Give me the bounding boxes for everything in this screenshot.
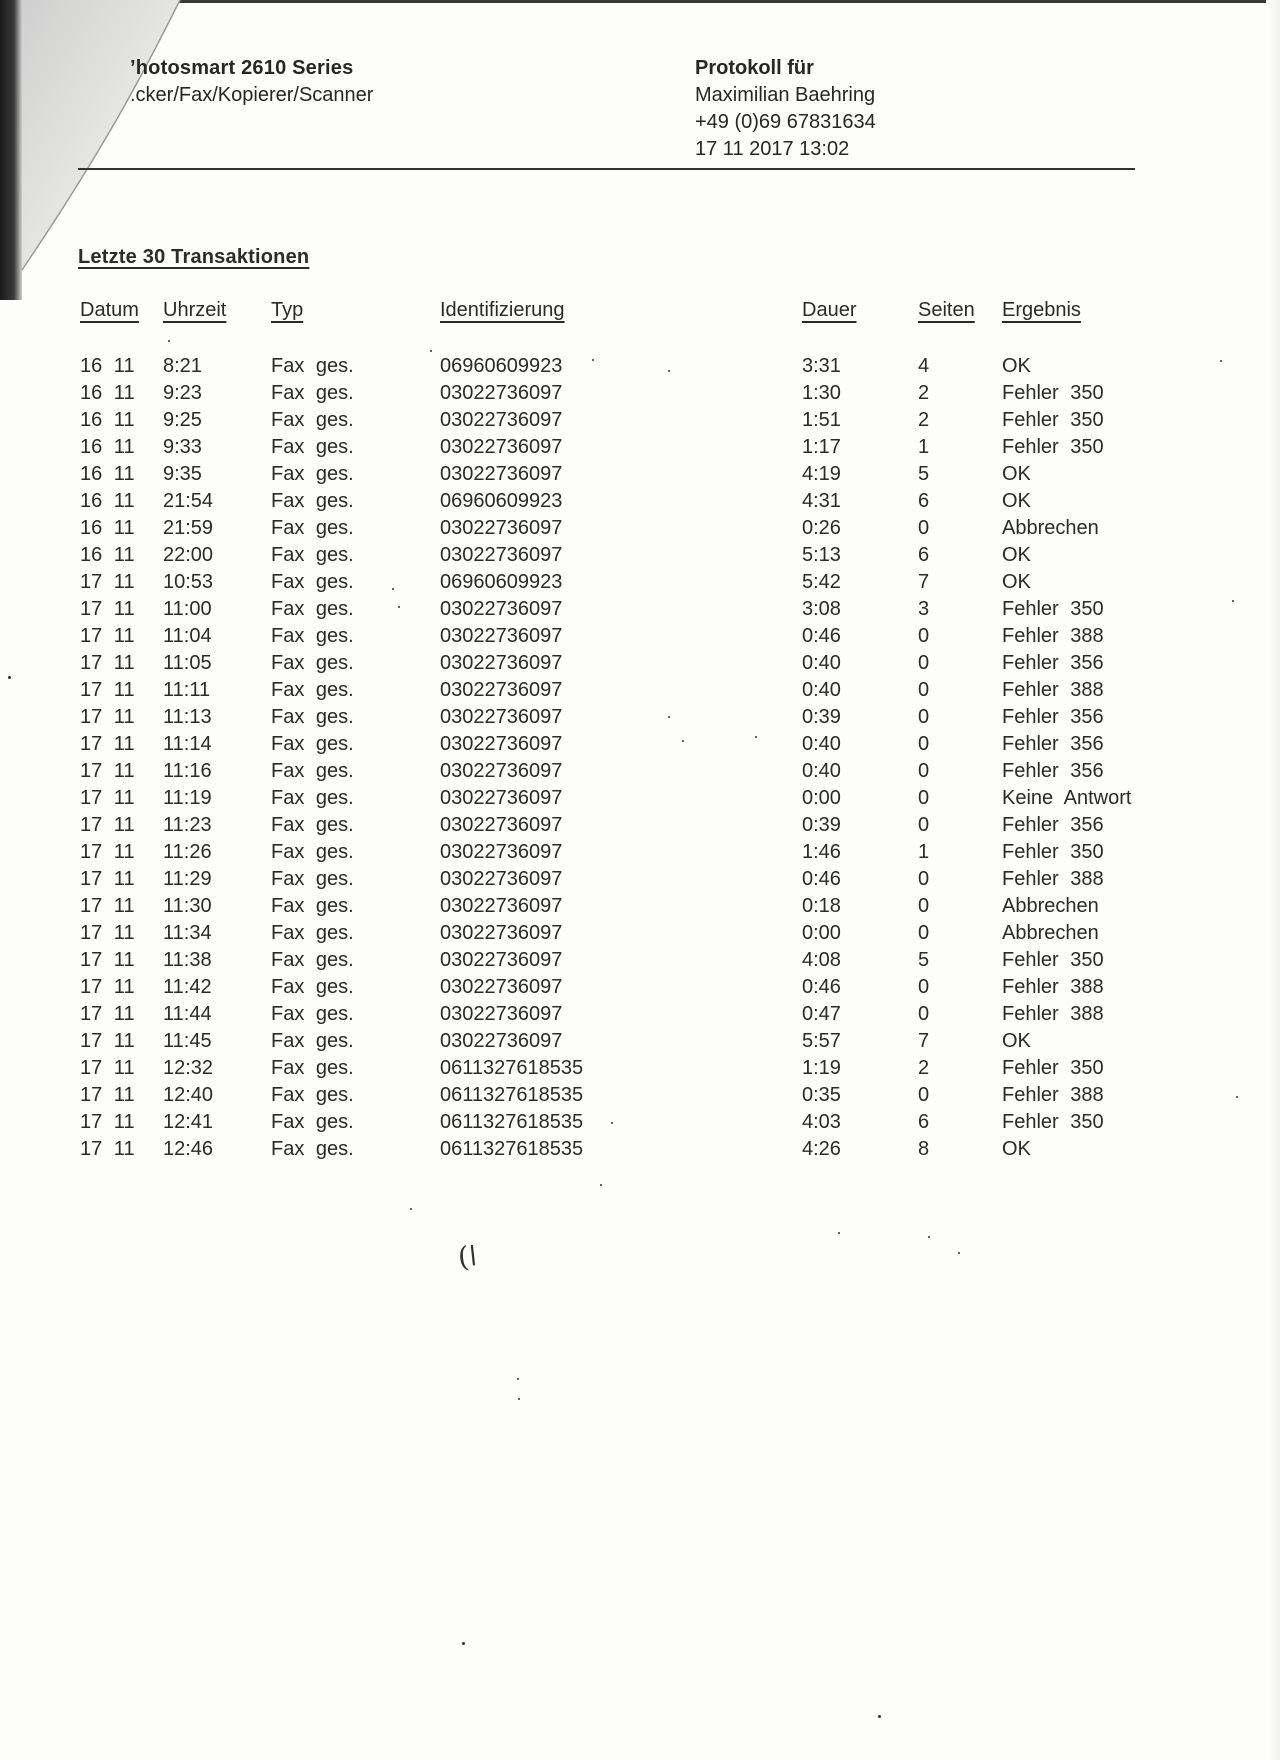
cell-seiten: 0 (918, 1003, 930, 1025)
cell-dauer: 0:40 (802, 733, 841, 755)
cell-typ: Fax ges. (271, 760, 354, 782)
cell-ergebnis: Abbrechen (1002, 895, 1099, 917)
cell-uhrzeit: 11:38 (163, 949, 212, 971)
cell-dauer: 0:40 (802, 679, 841, 701)
cell-datum: 17 11 (80, 1111, 135, 1133)
cell-dauer: 0:46 (802, 625, 841, 647)
cell-uhrzeit: 21:59 (163, 517, 214, 539)
cell-ergebnis: Fehler 350 (1002, 841, 1104, 863)
cell-dauer: 4:26 (802, 1138, 841, 1160)
cell-ergebnis: OK (1002, 1030, 1031, 1052)
column-header-typ: Typ (271, 299, 304, 321)
cell-identifizierung: 03022736097 (440, 463, 563, 485)
cell-dauer: 3:08 (802, 598, 841, 620)
cell-ergebnis: Fehler 350 (1002, 382, 1104, 404)
cell-seiten: 0 (918, 895, 930, 917)
table-row (0, 1055, 1280, 1082)
cell-dauer: 5:13 (802, 544, 841, 566)
device-type: .cker/Fax/Kopierer/Scanner (130, 84, 374, 106)
cell-datum: 17 11 (80, 868, 135, 890)
cell-dauer: 1:51 (802, 409, 841, 431)
cell-uhrzeit: 12:32 (163, 1057, 214, 1079)
table-row (0, 596, 1280, 623)
cell-identifizierung: 0611327618535 (440, 1084, 584, 1106)
cell-seiten: 2 (918, 1057, 930, 1079)
report-owner-info (695, 55, 876, 163)
cell-identifizierung: 03022736097 (440, 1003, 563, 1025)
cell-datum: 17 11 (80, 841, 135, 863)
table-row (0, 947, 1280, 974)
cell-uhrzeit: 22:00 (163, 544, 214, 566)
cell-ergebnis: Fehler 388 (1002, 1003, 1104, 1025)
cell-typ: Fax ges. (271, 922, 354, 944)
table-row (0, 677, 1280, 704)
scan-speck (838, 1232, 840, 1234)
scan-speck (168, 340, 170, 342)
table-row (0, 353, 1280, 380)
cell-dauer: 0:40 (802, 760, 841, 782)
cell-uhrzeit: 11:30 (163, 895, 212, 917)
cell-ergebnis: Fehler 388 (1002, 976, 1104, 998)
cell-typ: Fax ges. (271, 814, 354, 836)
table-row (0, 488, 1280, 515)
cell-seiten: 7 (918, 571, 930, 593)
cell-identifizierung: 03022736097 (440, 814, 563, 836)
cell-datum: 17 11 (80, 787, 135, 809)
cell-identifizierung: 03022736097 (440, 895, 563, 917)
cell-dauer: 0:47 (802, 1003, 841, 1025)
cell-identifizierung: 03022736097 (440, 706, 563, 728)
cell-uhrzeit: 11:26 (163, 841, 212, 863)
cell-ergebnis: OK (1002, 571, 1031, 593)
cell-seiten: 6 (918, 490, 930, 512)
cell-uhrzeit: 11:05 (163, 652, 212, 674)
table-row (0, 1001, 1280, 1028)
table-row (0, 893, 1280, 920)
cell-ergebnis: Fehler 350 (1002, 598, 1104, 620)
cell-seiten: 0 (918, 679, 930, 701)
cell-identifizierung: 03022736097 (440, 436, 563, 458)
cell-typ: Fax ges. (271, 652, 354, 674)
cell-datum: 17 11 (80, 679, 135, 701)
cell-dauer: 4:19 (802, 463, 841, 485)
cell-seiten: 0 (918, 625, 930, 647)
table-row (0, 1028, 1280, 1055)
table-row (0, 704, 1280, 731)
cell-identifizierung: 03022736097 (440, 544, 563, 566)
cell-uhrzeit: 12:40 (163, 1084, 214, 1106)
cell-uhrzeit: 11:14 (163, 733, 212, 755)
transaction-list (0, 353, 1280, 1163)
cell-uhrzeit: 10:53 (163, 571, 214, 593)
cell-seiten: 7 (918, 1030, 930, 1052)
table-row (0, 569, 1280, 596)
scan-speck (1220, 360, 1222, 362)
cell-identifizierung: 03022736097 (440, 517, 563, 539)
cell-identifizierung: 03022736097 (440, 679, 563, 701)
cell-uhrzeit: 11:11 (163, 679, 211, 701)
cell-ergebnis: Fehler 356 (1002, 706, 1104, 728)
cell-datum: 17 11 (80, 733, 135, 755)
cell-dauer: 3:31 (802, 355, 841, 377)
cell-typ: Fax ges. (271, 355, 354, 377)
cell-dauer: 5:42 (802, 571, 841, 593)
cell-datum: 16 11 (80, 382, 135, 404)
table-row (0, 623, 1280, 650)
cell-identifizierung: 0611327618535 (440, 1111, 584, 1133)
column-header-dauer: Dauer (802, 299, 857, 321)
cell-typ: Fax ges. (271, 679, 354, 701)
cell-seiten: 0 (918, 517, 930, 539)
cell-ergebnis: Keine Antwort (1002, 787, 1132, 809)
scan-speck (398, 606, 400, 608)
column-header-seiten: Seiten (918, 299, 975, 321)
cell-identifizierung: 03022736097 (440, 652, 563, 674)
cell-seiten: 0 (918, 652, 930, 674)
column-header-identifizierung: Identifizierung (440, 299, 565, 321)
cell-uhrzeit: 9:25 (163, 409, 202, 431)
cell-identifizierung: 03022736097 (440, 625, 563, 647)
cell-datum: 16 11 (80, 517, 135, 539)
cell-datum: 17 11 (80, 976, 135, 998)
table-row (0, 434, 1280, 461)
cell-ergebnis: Fehler 388 (1002, 625, 1104, 647)
cell-uhrzeit: 11:19 (163, 787, 212, 809)
cell-uhrzeit: 11:23 (163, 814, 212, 836)
cell-typ: Fax ges. (271, 1084, 354, 1106)
scan-speck (928, 1236, 930, 1238)
cell-ergebnis: OK (1002, 1138, 1031, 1160)
cell-dauer: 0:00 (802, 787, 841, 809)
scan-speck (430, 350, 432, 352)
cell-ergebnis: OK (1002, 463, 1031, 485)
table-row (0, 920, 1280, 947)
cell-identifizierung: 03022736097 (440, 949, 563, 971)
table-row (0, 650, 1280, 677)
cell-datum: 16 11 (80, 490, 135, 512)
cell-typ: Fax ges. (271, 1030, 354, 1052)
cell-typ: Fax ges. (271, 409, 354, 431)
table-row (0, 866, 1280, 893)
cell-dauer: 5:57 (802, 1030, 841, 1052)
cell-identifizierung: 03022736097 (440, 382, 563, 404)
scan-speck (1236, 1096, 1238, 1098)
cell-datum: 17 11 (80, 1003, 135, 1025)
table-row (0, 731, 1280, 758)
cell-seiten: 0 (918, 1084, 930, 1106)
cell-ergebnis: Fehler 350 (1002, 436, 1104, 458)
cell-ergebnis: Fehler 350 (1002, 1111, 1104, 1133)
scan-speck (600, 1184, 602, 1186)
cell-datum: 16 11 (80, 463, 135, 485)
table-row (0, 839, 1280, 866)
cell-datum: 17 11 (80, 760, 135, 782)
cell-seiten: 6 (918, 1111, 930, 1133)
cell-seiten: 0 (918, 787, 930, 809)
cell-seiten: 4 (918, 355, 930, 377)
scan-speck (462, 1642, 465, 1645)
cell-datum: 17 11 (80, 706, 135, 728)
cell-seiten: 3 (918, 598, 930, 620)
cell-uhrzeit: 12:46 (163, 1138, 214, 1160)
cell-seiten: 5 (918, 949, 930, 971)
cell-datum: 17 11 (80, 598, 135, 620)
scan-speck (878, 1715, 881, 1718)
scan-speck (410, 1208, 412, 1210)
cell-ergebnis: Fehler 356 (1002, 733, 1104, 755)
cell-identifizierung: 0611327618535 (440, 1057, 584, 1079)
cell-dauer: 0:26 (802, 517, 841, 539)
cell-identifizierung: 03022736097 (440, 598, 563, 620)
cell-seiten: 5 (918, 463, 930, 485)
report-datetime: 17 11 2017 13:02 (695, 138, 850, 160)
cell-uhrzeit: 12:41 (163, 1111, 214, 1133)
cell-ergebnis: Fehler 350 (1002, 949, 1104, 971)
scan-speck (682, 740, 684, 742)
cell-ergebnis: OK (1002, 544, 1031, 566)
cell-datum: 17 11 (80, 895, 135, 917)
cell-identifizierung: 0611327618535 (440, 1138, 584, 1160)
table-row (0, 1109, 1280, 1136)
cell-dauer: 4:08 (802, 949, 841, 971)
table-row (0, 461, 1280, 488)
cell-uhrzeit: 11:13 (163, 706, 212, 728)
table-row (0, 515, 1280, 542)
cell-datum: 16 11 (80, 409, 135, 431)
cell-typ: Fax ges. (271, 787, 354, 809)
cell-seiten: 1 (918, 841, 930, 863)
cell-typ: Fax ges. (271, 706, 354, 728)
cell-ergebnis: Fehler 350 (1002, 1057, 1104, 1079)
cell-typ: Fax ges. (271, 382, 354, 404)
scan-speck (611, 1122, 613, 1124)
cell-datum: 17 11 (80, 625, 135, 647)
cell-typ: Fax ges. (271, 490, 354, 512)
owner-phone: +49 (0)69 67831634 (695, 111, 876, 133)
cell-seiten: 0 (918, 760, 930, 782)
scan-speck (517, 1378, 519, 1380)
cell-identifizierung: 03022736097 (440, 787, 563, 809)
cell-uhrzeit: 11:16 (163, 760, 212, 782)
cell-dauer: 4:31 (802, 490, 841, 512)
table-row (0, 812, 1280, 839)
cell-identifizierung: 03022736097 (440, 922, 563, 944)
cell-typ: Fax ges. (271, 598, 354, 620)
cell-typ: Fax ges. (271, 1003, 354, 1025)
cell-uhrzeit: 11:34 (163, 922, 212, 944)
cell-ergebnis: Fehler 388 (1002, 679, 1104, 701)
protokoll-label: Protokoll für (695, 57, 814, 79)
cell-typ: Fax ges. (271, 1111, 354, 1133)
cell-ergebnis: Abbrechen (1002, 517, 1099, 539)
cell-identifizierung: 06960609923 (440, 571, 563, 593)
cell-uhrzeit: 9:23 (163, 382, 202, 404)
scan-speck (755, 736, 757, 738)
cell-typ: Fax ges. (271, 895, 354, 917)
cell-dauer: 0:46 (802, 868, 841, 890)
cell-datum: 17 11 (80, 949, 135, 971)
scan-speck (668, 716, 670, 718)
cell-typ: Fax ges. (271, 544, 354, 566)
cell-datum: 17 11 (80, 571, 135, 593)
cell-uhrzeit: 9:33 (163, 436, 202, 458)
cell-ergebnis: OK (1002, 490, 1031, 512)
table-row (0, 380, 1280, 407)
cell-typ: Fax ges. (271, 517, 354, 539)
cell-identifizierung: 03022736097 (440, 841, 563, 863)
cell-dauer: 1:30 (802, 382, 841, 404)
table-row (0, 1136, 1280, 1163)
cell-datum: 17 11 (80, 1057, 135, 1079)
device-info (130, 55, 373, 109)
cell-seiten: 0 (918, 868, 930, 890)
cell-seiten: 0 (918, 976, 930, 998)
cell-typ: Fax ges. (271, 868, 354, 890)
cell-typ: Fax ges. (271, 436, 354, 458)
cell-ergebnis: Fehler 356 (1002, 652, 1104, 674)
cell-typ: Fax ges. (271, 571, 354, 593)
cell-typ: Fax ges. (271, 976, 354, 998)
cell-dauer: 1:19 (802, 1057, 841, 1079)
cell-ergebnis: OK (1002, 355, 1031, 377)
cell-typ: Fax ges. (271, 625, 354, 647)
cell-typ: Fax ges. (271, 463, 354, 485)
header-divider (78, 168, 1135, 170)
scan-speck (8, 676, 11, 679)
cell-dauer: 0:00 (802, 922, 841, 944)
table-row (0, 974, 1280, 1001)
scan-speck (592, 359, 594, 361)
cell-identifizierung: 06960609923 (440, 355, 563, 377)
column-header-datum: Datum (80, 299, 139, 321)
cell-seiten: 8 (918, 1138, 930, 1160)
cell-datum: 16 11 (80, 436, 135, 458)
cell-uhrzeit: 9:35 (163, 463, 202, 485)
cell-identifizierung: 03022736097 (440, 868, 563, 890)
cell-ergebnis: Fehler 388 (1002, 868, 1104, 890)
section-title: Letzte 30 Transaktionen (78, 246, 310, 268)
cell-ergebnis: Fehler 356 (1002, 814, 1104, 836)
cell-dauer: 0:39 (802, 706, 841, 728)
cell-uhrzeit: 21:54 (163, 490, 214, 512)
cell-typ: Fax ges. (271, 733, 354, 755)
cell-dauer: 0:46 (802, 976, 841, 998)
cell-uhrzeit: 11:00 (163, 598, 212, 620)
cell-seiten: 1 (918, 436, 930, 458)
cell-ergebnis: Fehler 356 (1002, 760, 1104, 782)
cell-uhrzeit: 11:04 (163, 625, 212, 647)
device-model: ’hotosmart 2610 Series (130, 57, 354, 79)
cell-dauer: 0:18 (802, 895, 841, 917)
scan-speck (392, 588, 394, 590)
cell-uhrzeit: 11:42 (163, 976, 212, 998)
cell-ergebnis: Abbrechen (1002, 922, 1099, 944)
cell-ergebnis: Fehler 388 (1002, 1084, 1104, 1106)
cell-datum: 17 11 (80, 814, 135, 836)
cell-datum: 16 11 (80, 355, 135, 377)
cell-typ: Fax ges. (271, 841, 354, 863)
scan-speck (668, 370, 670, 372)
cell-datum: 17 11 (80, 1138, 135, 1160)
cell-dauer: 0:35 (802, 1084, 841, 1106)
cell-typ: Fax ges. (271, 1138, 354, 1160)
cell-uhrzeit: 11:45 (163, 1030, 212, 1052)
cell-seiten: 0 (918, 814, 930, 836)
column-header-uhrzeit: Uhrzeit (163, 299, 227, 321)
cell-dauer: 1:17 (802, 436, 841, 458)
cell-identifizierung: 03022736097 (440, 1030, 563, 1052)
cell-dauer: 0:39 (802, 814, 841, 836)
cell-seiten: 0 (918, 706, 930, 728)
cell-uhrzeit: 11:44 (163, 1003, 212, 1025)
table-row (0, 407, 1280, 434)
table-row (0, 542, 1280, 569)
cell-seiten: 0 (918, 733, 930, 755)
cell-identifizierung: 03022736097 (440, 733, 563, 755)
cell-datum: 17 11 (80, 1084, 135, 1106)
owner-name: Maximilian Baehring (695, 84, 876, 106)
cell-typ: Fax ges. (271, 1057, 354, 1079)
cell-identifizierung: 06960609923 (440, 490, 563, 512)
pen-scribble-mark: (ǀ (456, 1239, 479, 1274)
cell-seiten: 2 (918, 409, 930, 431)
column-header-ergebnis: Ergebnis (1002, 299, 1081, 321)
cell-datum: 16 11 (80, 544, 135, 566)
cell-typ: Fax ges. (271, 949, 354, 971)
cell-ergebnis: Fehler 350 (1002, 409, 1104, 431)
scan-speck (1232, 600, 1234, 602)
cell-dauer: 0:40 (802, 652, 841, 674)
table-row (0, 1082, 1280, 1109)
cell-dauer: 4:03 (802, 1111, 841, 1133)
scan-speck (958, 1252, 960, 1254)
table-row (0, 785, 1280, 812)
cell-seiten: 6 (918, 544, 930, 566)
table-row (0, 758, 1280, 785)
cell-uhrzeit: 8:21 (163, 355, 202, 377)
cell-datum: 17 11 (80, 652, 135, 674)
scan-speck (518, 1398, 520, 1400)
cell-datum: 17 11 (80, 1030, 135, 1052)
cell-uhrzeit: 11:29 (163, 868, 212, 890)
cell-identifizierung: 03022736097 (440, 976, 563, 998)
cell-identifizierung: 03022736097 (440, 409, 563, 431)
cell-seiten: 2 (918, 382, 930, 404)
cell-identifizierung: 03022736097 (440, 760, 563, 782)
cell-datum: 17 11 (80, 922, 135, 944)
cell-seiten: 0 (918, 922, 930, 944)
cell-dauer: 1:46 (802, 841, 841, 863)
